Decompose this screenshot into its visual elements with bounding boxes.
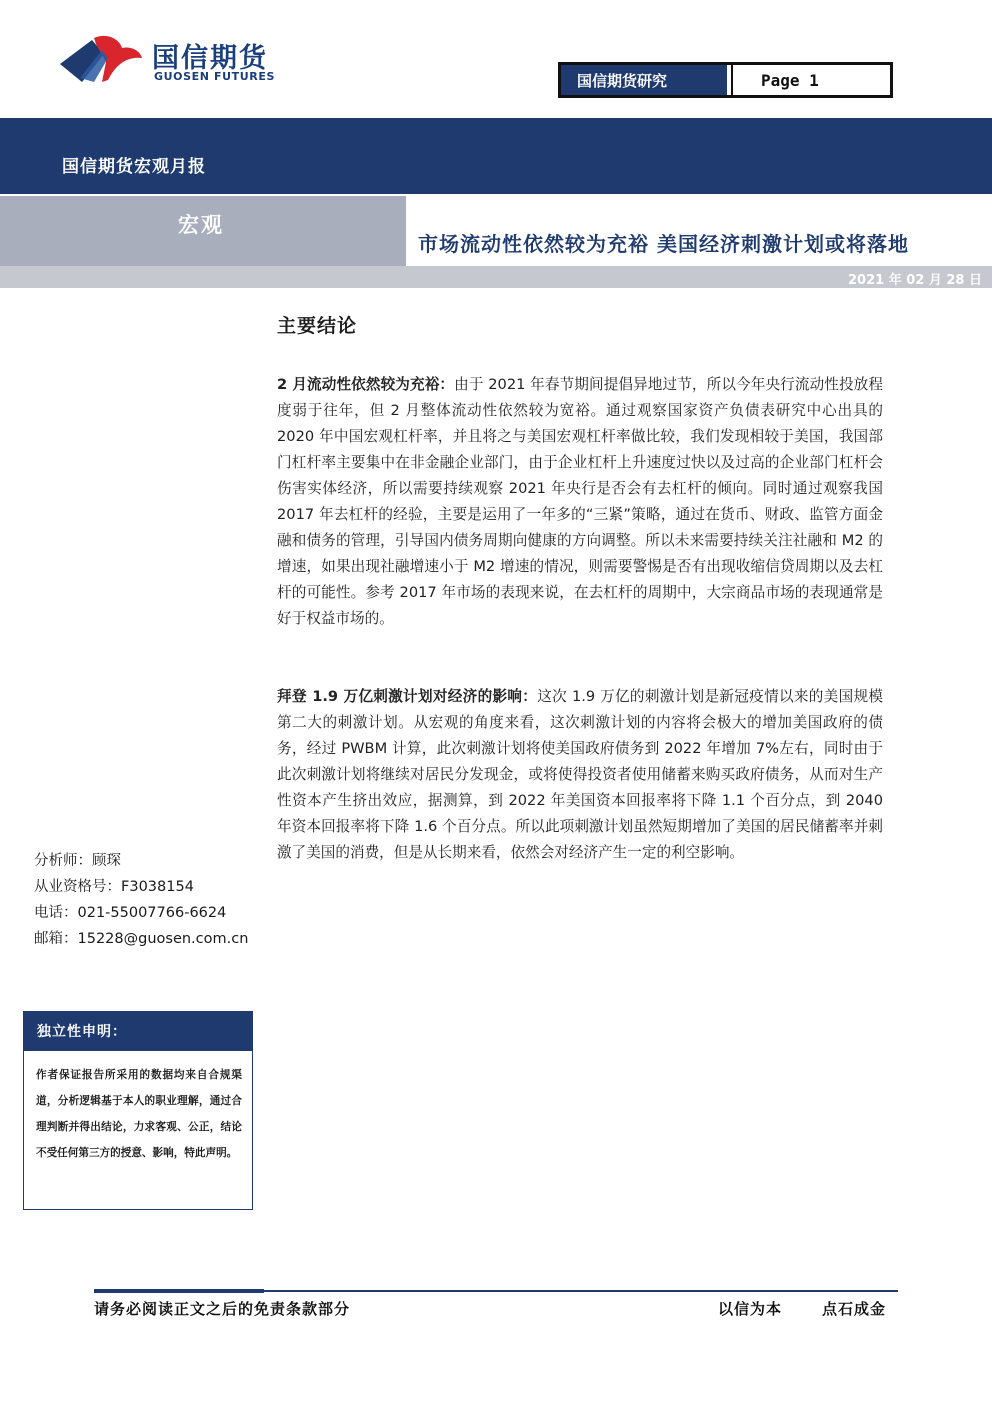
page-indicator [558, 62, 893, 98]
analyst-phone: 电话：021-55007766-6624 [34, 905, 227, 921]
main-conclusion-heading: 主要结论 [277, 315, 358, 337]
report-date: 2021 年 02 月 28 日 [848, 273, 982, 288]
declaration-title: 独立性申明： [23, 1011, 253, 1051]
footer-rule-thick [94, 1289, 264, 1293]
analyst-email[interactable]: 邮箱：15228@guosen.com.cn [34, 931, 249, 947]
footer-rule [264, 1290, 898, 1292]
paragraph-body: 这次 1.9 万亿的刺激计划是新冠疫情以来的美国规模第二大的刺激计划。从宏观的角度来看，这次刺激计划的内容将会极大的增加美国政府的债务，经过 PWBM 计算，此次刺激计划将使美国政府债务到 2022 年增加 7%左右，同时由于此次刺激计划将继续对居民分发现金，或将使得投资者使用储蓄来购买政府债务，从而对生产性资本产生挤出效应，据测算，到 2022 年美国资本回报率将下降 1.1 个百分点，到 2040 年资本回报率将下降 1.6 个百分点。所以此项刺激计划虽然短期增加了美国的居民储蓄率并刺激了美国的消费，但是从长期来看，依然会对经济产生一定的利空影响。 [277, 688, 883, 861]
analyst-info [34, 848, 248, 952]
footer-motto-2: 点石成金 [822, 1300, 887, 1318]
paragraph-liquidity [277, 372, 883, 632]
footer-motto-1: 以信为本 [718, 1300, 783, 1318]
footer-disclaimer: 请务必阅读正文之后的免责条款部分 [94, 1300, 351, 1318]
paragraph-lead: 2 月流动性依然较为充裕： [277, 376, 455, 393]
paragraph-lead: 拜登 1.9 万亿刺激计划对经济的影响： [277, 688, 538, 705]
report-headline: 市场流动性依然较为充裕 美国经济刺激计划或将落地 [418, 232, 909, 256]
report-series-title: 国信期货宏观月报 [62, 157, 206, 177]
date-bar [0, 266, 992, 288]
research-label: 国信期货研究 [561, 65, 727, 95]
analyst-license: 从业资格号：F3038154 [34, 879, 194, 895]
guosen-logo-icon [58, 34, 144, 86]
declaration-body: 作者保证报告所采用的数据均来自合规渠道，分析逻辑基于本人的职业理解，通过合理判断并得出结论，力求客观、公正，结论不受任何第三方的授意、影响，特此声明。 [36, 1069, 242, 1159]
paragraph-body: 由于 2021 年春节期间提倡异地过节，所以今年央行流动性投放程度弱于往年，但 2 月整体流动性依然较为宽裕。通过观察国家资产负债表研究中心出具的 2020 年中国宏观杠杆率，并且将之与美国宏观杠杆率做比较，我们发现相较于美国，我国部门杠杆率主要集中在非金融企业部门，由于企业杠杆上升速度过快以及过高的企业部门杠杆会伤害实体经济，所以需要持续观察 2021 年央行是否会有去杠杆的倾向。同时通过观察我国 2017 年去杠杆的经验，主要是运用了一年多的“三紧”策略，通过在货币、财政、监管方面金融和债务的管理，引导国内债务周期向健康的方向调整。所以未来需要持续关注社融和 M2 的增速，如果出现社融增速小于 M2 增速的情况，则需要警惕是否有出现收缩信贷周期以及去杠杆的可能性。参考 2017 年市场的表现来说，在去杠杆的周期中，大宗商品市场的表现通常是好于权益市场的。 [277, 376, 883, 627]
section-label: 宏观 [178, 213, 224, 237]
page-number: Page 1 [731, 65, 890, 95]
brand-name-cn: 国信期货 [152, 43, 268, 74]
brand-name-en: GUOSEN FUTURES [154, 70, 275, 83]
analyst-name: 分析师：顾琛 [34, 853, 121, 869]
paragraph-stimulus [277, 684, 883, 866]
